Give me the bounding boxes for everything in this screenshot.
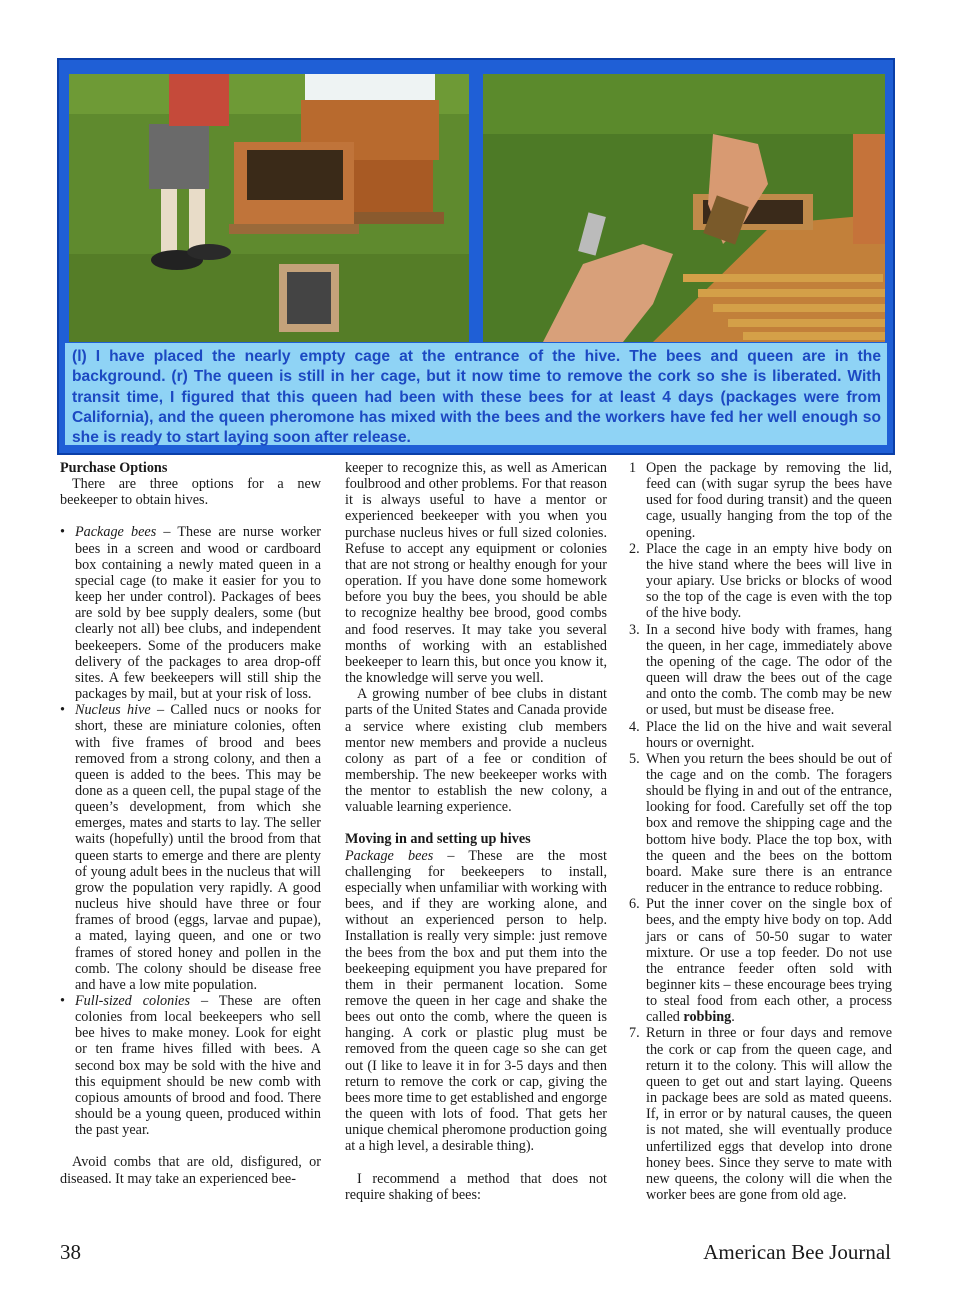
bullet-package-bees (60, 524, 321, 702)
step-text-end: . (731, 1009, 735, 1026)
photo-caption-panel (57, 58, 895, 455)
bullet-term: Nucleus hive (75, 702, 151, 719)
publication-name: American Bee Journal (703, 1240, 891, 1264)
paragraph-bee-clubs: A growing number of bee clubs in distant parts of the United States and Canada provide a service where existing club members mentor new members and provide a nucleus colony as part of a fee or condition of membership. The new beekeeper works with the mentor to establish the new colony, a valuable learning experience. (345, 686, 607, 816)
step-number: 3. (629, 621, 640, 638)
step-text: In a second hive body with frames, hang the queen, in her cage, immediately above the opening of the cage. The odor of the queen will draw the bees out of the cage and onto the comb. The comb may be new or used, but must be disease free. (646, 621, 892, 719)
step-number: 5. (629, 750, 640, 767)
step-5 (629, 751, 892, 896)
photo-queen-cage (483, 74, 885, 342)
bullet-term: Package bees (75, 524, 157, 541)
term-package-bees: Package bees (345, 847, 434, 864)
step-number: 1 (629, 460, 637, 476)
step-text: When you return the bees should be out of the cage and on the comb. The foragers should be flying in and out of the entrance, looking for food. Carefully set off the top box and remove the shipping cage and the bottom hive body. Place the top box, with the queen and the bees on the bottom board. Make sure there is an entrance reducer in the entrance to reduce robbing. (646, 750, 892, 897)
photo-caption: (l) I have placed the nearly empty cage at the entrance of the hive. The bees and queen are in the background. (r) The queen is still in her cage, but it now time to remove the cork so she is liberated. With transit time, I figured that this queen had been with these bees for at least 4 days (packages were from California), and the queen pheromone has mixed with the bees and the workers have fed her well enough so she is ready to start laying soon after release. (65, 343, 887, 445)
step-4 (629, 719, 892, 751)
step-text: Place the lid on the hive and wait several hours or overnight. (646, 718, 892, 751)
step-number: 4. (629, 718, 640, 735)
step-6 (629, 896, 892, 1025)
photo-hive-entrance (69, 74, 469, 342)
bullet-term: Full-sized colonies (75, 993, 190, 1009)
bullet-text: – These are nurse worker bees in a screen and wood or cardboard box containing a newly mated queen in a special cage (to make it easier for you to keep her under control). Packages of bees are sold by bee supply dealers, some (but clearly not all) bee clubs, and independent beekeepers. Some of the producers make delivery of the packages to area drop-off sites. A few beekeepers will still ship the packages by mail, but at your risk of loss. (75, 524, 321, 703)
column-2 (345, 460, 607, 1203)
paragraph-package-bees-install (345, 848, 607, 1155)
bullet-full-sized-colonies (60, 993, 321, 1138)
step-text: Place the cage in an empty hive body on the hive stand where the bees will live in your apiary. Use bricks or blocks of wood so the top of the cage is even with the top of the hive body. (646, 540, 892, 622)
step-2 (629, 541, 892, 622)
bullet-marker: • (60, 993, 65, 1009)
step-number: 6. (629, 896, 640, 913)
paragraph-intro: There are three options for a new beekeeper to obtain hives. (60, 476, 321, 509)
step-7 (629, 1025, 892, 1203)
step-number: 7. (629, 1025, 640, 1042)
step-number: 2. (629, 540, 640, 557)
term-robbing: robbing (683, 1009, 732, 1026)
bullet-text: – Called nucs or nooks for short, these are miniature colonies, often with five frames of brood and bees removed from a strong colony, and then a queen is added to the bees. This may be done as a queen cell, the pupal stage of the queen’s development, from which she emerges, mates and starts to lay. The seller waits (hopefully) until the brood from that queen starts to emerge and there are plenty of young adult bees in the nucleus that will grow the population very rapidly. A good nucleus hive should have three or four frames of brood (eggs, larvae and pupae), a mated, laying queen, and one or two frames of stored honey and pollen in the comb. The colony should be disease free and have a low mite population. (75, 702, 321, 993)
paragraph-mentor: keeper to recognize this, as well as American foulbrood and other problems. For that reason it is always useful to have a mentor or experienced beekeeper with you when you purchase nucleus hives or full sized colonies. Refuse to accept any equipment or colonies that are not strong or healthy enough for your operation. If you have done some homework before you buy the bees, you should be able to recognize healthy bee brood, good combs and food reserves. It may take you several months of working with an established beekeeper to learn this, but once you know it, the knowledge will serve you well. (345, 460, 607, 687)
step-text: Put the inner cover on the single box of bees, and the empty hive body on top. Add jars or cans of 50-50 sugar to water mixture. Or use a top feeder. Do not use the entrance feeder often sold with beginner kits – these encourage bees trying to steal food from each other, a process called (646, 896, 892, 1026)
bullet-nucleus-hive (60, 702, 321, 993)
paragraph-recommend-method: I recommend a method that does not require shaking of bees: (345, 1170, 607, 1203)
column-3 (629, 460, 892, 1203)
section-heading-moving-in: Moving in and setting up hives (345, 831, 531, 848)
page-number: 38 (60, 1240, 81, 1264)
column-1 (60, 460, 321, 1187)
step-text: Open the package by removing the lid, feed can (with sugar syrup the bees have used for food during transit) and the queen cage, usually hanging from the top of the opening. (646, 460, 892, 541)
bullet-marker: • (60, 524, 65, 541)
section-heading-purchase-options: Purchase Options (60, 460, 168, 476)
package-bees-text: – These are the most challenging for beekeepers to install, especially when unfamiliar with working with bees, and if they are working alone, and without an experienced person to help. Installation is really very simple: just remove the bees from the box and put them into the beekeeping equipment you have prepared for them in their permanent location. Some remove the queen in her cage and shake the bees out onto the comb, where the queen is hanging. A cork or plastic plug must be removed from the queen cage so she can get out (I like to leave it in for 3-5 days and then return to remove the cork or cap, giving the bees more time to get established and engorge the queen with lots of food. That gets her unique chemical pheromone production going at a high level, a desirable thing). (345, 847, 608, 1155)
step-1 (629, 460, 892, 541)
paragraph-avoid-combs: Avoid combs that are old, disfigured, or diseased. It may take an experienced bee- (60, 1154, 321, 1187)
bullet-marker: • (60, 702, 65, 719)
step-3 (629, 622, 892, 719)
bullet-text: – These are often colonies from local beekeepers who sell bee hives to make money. Look for eight or ten frame hives filled with bees. A second box may be sold with the hive and this equipment should be new comb with copious amounts of brood and food. There should be a young queen, produced within the past year. (75, 993, 321, 1139)
step-text: Return in three or four days and remove the cork or cap from the queen cage, and return it to the colony. This will allow the queen to get out and start laying. Queens in package bees are sold as mated queens. If, in error or by natural causes, the queen is not mated, she will eventually produce unfertilized eggs that develop into drone honey bees. Since they serve to mate with new queens, the colony will die when the worker bees are gone from old age. (646, 1025, 892, 1204)
